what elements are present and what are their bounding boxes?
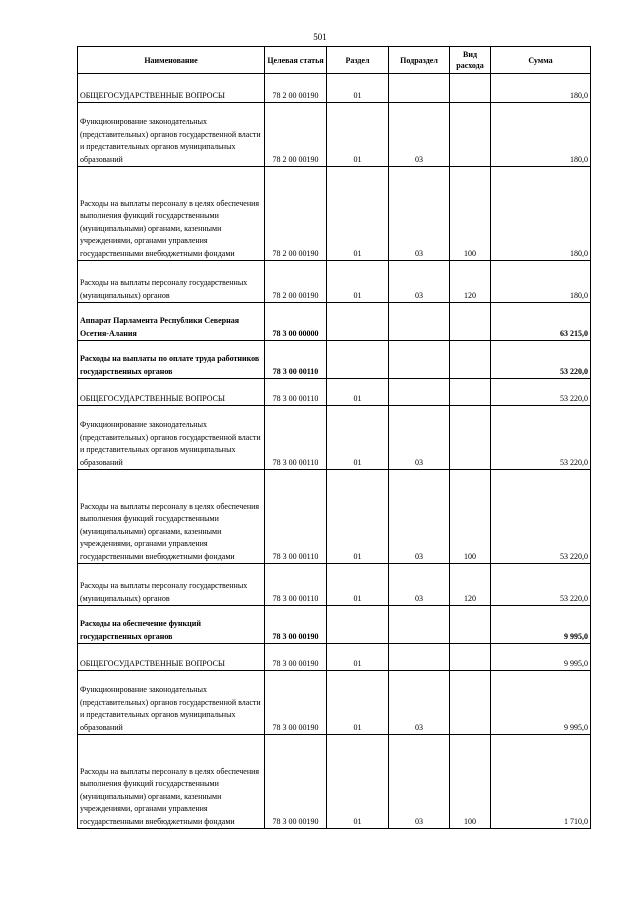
row-name: Расходы на обеспечение функций государственных органов [78, 606, 265, 644]
row-target: 78 3 00 00110 [265, 564, 327, 606]
row-subsection: 03 [389, 671, 450, 735]
row-subsection [389, 379, 450, 406]
row-name: ОБЩЕГОСУДАРСТВЕННЫЕ ВОПРОСЫ [78, 644, 265, 671]
row-expense-type [450, 606, 491, 644]
row-name: Расходы на выплаты персоналу в целях обеспечения выполнения функций государственными (муниципальными) органами, казенными учреждениями, органами управления государственными внебюджетными фондами [78, 167, 265, 261]
row-target: 78 3 00 00000 [265, 303, 327, 341]
row-sum: 53 220,0 [491, 564, 591, 606]
row-target: 78 2 00 00190 [265, 103, 327, 167]
row-sum: 9 995,0 [491, 606, 591, 644]
row-sum: 180,0 [491, 167, 591, 261]
row-name: ОБЩЕГОСУДАРСТВЕННЫЕ ВОПРОСЫ [78, 379, 265, 406]
row-expense-type: 120 [450, 261, 491, 303]
table-row [78, 379, 591, 406]
row-subsection [389, 606, 450, 644]
row-target: 78 3 00 00190 [265, 735, 327, 829]
row-subsection: 03 [389, 564, 450, 606]
row-sum: 63 215,0 [491, 303, 591, 341]
row-section: 01 [327, 167, 389, 261]
row-expense-type: 100 [450, 735, 491, 829]
header-sum: Сумма [491, 47, 591, 74]
row-subsection: 03 [389, 735, 450, 829]
row-expense-type [450, 303, 491, 341]
row-sum: 9 995,0 [491, 671, 591, 735]
row-name: Функционирование законодательных (представительных) органов государственной власти и представительных органов муниципальных образований [78, 103, 265, 167]
row-expense-type [450, 644, 491, 671]
row-sum: 180,0 [491, 74, 591, 103]
row-section: 01 [327, 379, 389, 406]
row-name: Расходы на выплаты персоналу в целях обеспечения выполнения функций государственными (муниципальными) органами, казенными учреждениями, органами управления государственными внебюджетными фондами [78, 735, 265, 829]
table-row [78, 167, 591, 261]
page-number: 501 [313, 32, 327, 42]
row-target: 78 3 00 00190 [265, 644, 327, 671]
budget-table [77, 46, 591, 829]
row-sum: 180,0 [491, 103, 591, 167]
table-row [78, 671, 591, 735]
row-subsection [389, 303, 450, 341]
row-sum: 1 710,0 [491, 735, 591, 829]
header-section: Раздел [327, 47, 389, 74]
row-name: Расходы на выплаты по оплате труда работников государственных органов [78, 341, 265, 379]
row-target: 78 3 00 00110 [265, 406, 327, 470]
table-row [78, 564, 591, 606]
table-row [78, 341, 591, 379]
row-section: 01 [327, 671, 389, 735]
header-target: Целевая статья [265, 47, 327, 74]
row-expense-type [450, 671, 491, 735]
row-section: 01 [327, 470, 389, 564]
row-name: Аппарат Парламента Республики Северная Осетия-Алания [78, 303, 265, 341]
row-expense-type: 100 [450, 167, 491, 261]
row-target: 78 2 00 00190 [265, 167, 327, 261]
table-row [78, 644, 591, 671]
row-subsection: 03 [389, 167, 450, 261]
row-target: 78 2 00 00190 [265, 74, 327, 103]
row-section: 01 [327, 74, 389, 103]
row-name: Расходы на выплаты персоналу государственных (муниципальных) органов [78, 564, 265, 606]
row-target: 78 3 00 00110 [265, 470, 327, 564]
row-name: Функционирование законодательных (представительных) органов государственной власти и представительных органов муниципальных образований [78, 671, 265, 735]
row-sum: 53 220,0 [491, 470, 591, 564]
row-name: Расходы на выплаты персоналу в целях обеспечения выполнения функций государственными (муниципальными) органами, казенными учреждениями, органами управления государственными внебюджетными фондами [78, 470, 265, 564]
table-row [78, 735, 591, 829]
table-body [78, 74, 591, 829]
row-expense-type: 120 [450, 564, 491, 606]
table-row [78, 303, 591, 341]
row-section: 01 [327, 735, 389, 829]
header-expense-type: Вид расхода [450, 47, 491, 74]
row-expense-type [450, 379, 491, 406]
row-subsection [389, 74, 450, 103]
row-sum: 180,0 [491, 261, 591, 303]
row-section: 01 [327, 406, 389, 470]
row-section: 01 [327, 644, 389, 671]
row-name: Функционирование законодательных (представительных) органов государственной власти и представительных органов муниципальных образований [78, 406, 265, 470]
row-target: 78 3 00 00110 [265, 341, 327, 379]
row-sum: 53 220,0 [491, 341, 591, 379]
row-subsection [389, 644, 450, 671]
table-row [78, 74, 591, 103]
row-section: 01 [327, 564, 389, 606]
row-name: ОБЩЕГОСУДАРСТВЕННЫЕ ВОПРОСЫ [78, 74, 265, 103]
table-row [78, 261, 591, 303]
row-section: 01 [327, 261, 389, 303]
row-section [327, 341, 389, 379]
row-name: Расходы на выплаты персоналу государственных (муниципальных) органов [78, 261, 265, 303]
row-expense-type [450, 103, 491, 167]
row-target: 78 3 00 00110 [265, 379, 327, 406]
row-sum: 9 995,0 [491, 644, 591, 671]
row-sum: 53 220,0 [491, 379, 591, 406]
header-subsection: Подраздел [389, 47, 450, 74]
row-section [327, 606, 389, 644]
table-header-row [78, 47, 591, 74]
row-expense-type [450, 406, 491, 470]
row-expense-type: 100 [450, 470, 491, 564]
row-target: 78 3 00 00190 [265, 606, 327, 644]
row-sum: 53 220,0 [491, 406, 591, 470]
row-target: 78 3 00 00190 [265, 671, 327, 735]
table-row [78, 406, 591, 470]
table-row [78, 103, 591, 167]
row-section: 01 [327, 103, 389, 167]
table-row [78, 470, 591, 564]
row-expense-type [450, 341, 491, 379]
row-subsection: 03 [389, 261, 450, 303]
row-target: 78 2 00 00190 [265, 261, 327, 303]
row-subsection: 03 [389, 103, 450, 167]
row-subsection [389, 341, 450, 379]
table-row [78, 606, 591, 644]
row-subsection: 03 [389, 406, 450, 470]
header-name: Наименование [78, 47, 265, 74]
row-subsection: 03 [389, 470, 450, 564]
row-section [327, 303, 389, 341]
row-expense-type [450, 74, 491, 103]
